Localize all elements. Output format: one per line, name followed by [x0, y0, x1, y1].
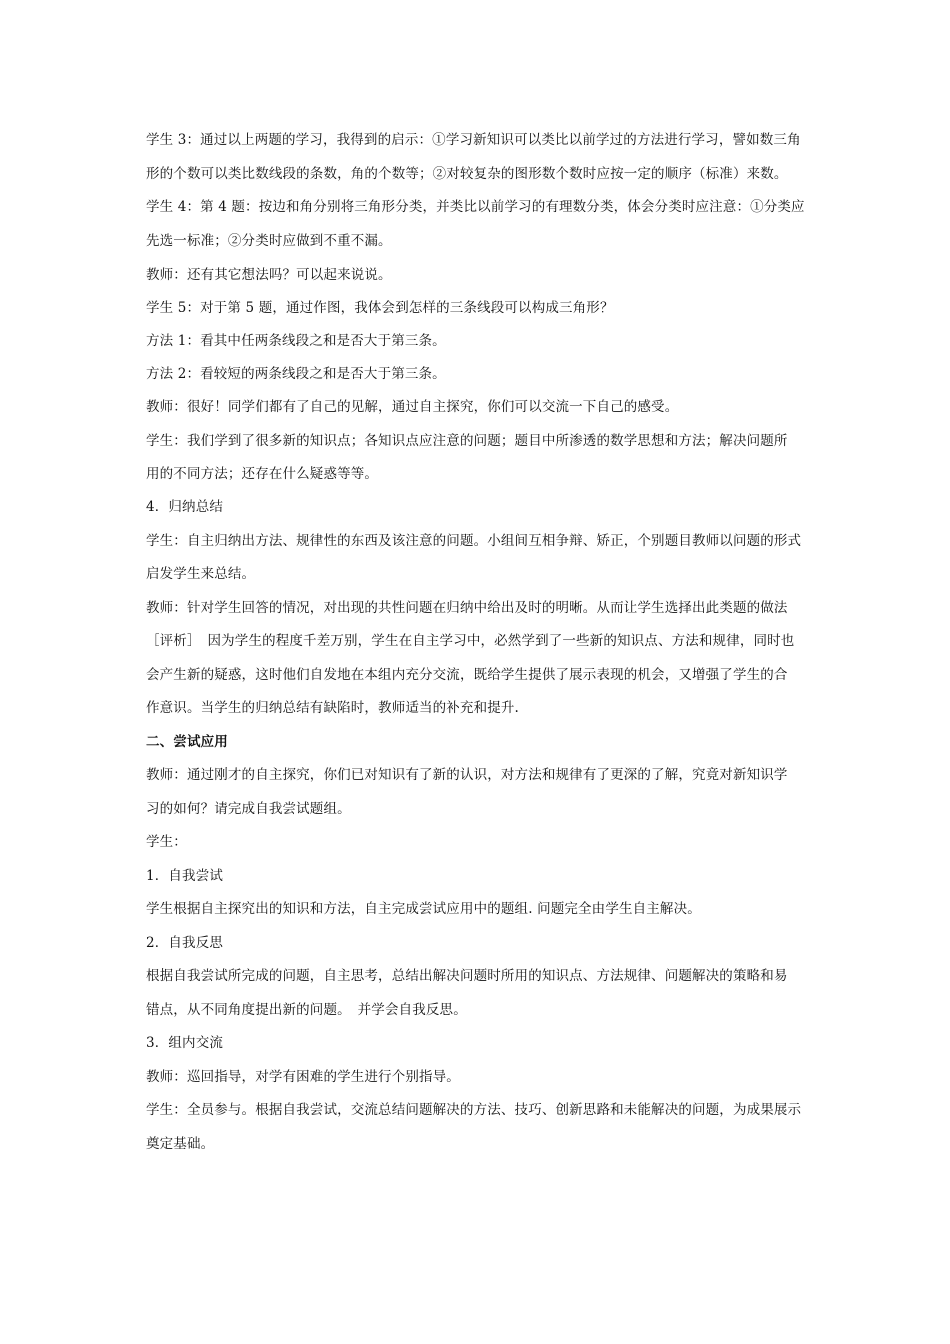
paragraph-line: 根据自我尝试所完成的问题，自主思考，总结出解决问题时所用的知识点、方法规律、问题解决的策略和易 — [146, 968, 788, 984]
paragraph-line: 学生根据自主探究出的知识和方法，自主完成尝试应用中的题组. 问题完全由学生自主解决。 — [146, 901, 701, 917]
paragraph-line: 学生：全员参与。根据自我尝试，交流总结问题解决的方法、技巧、创新思路和未能解决的问题，为成果展示 — [146, 1102, 802, 1118]
paragraph-line: 学生 5：对于第 5 题，通过作图，我体会到怎样的三条线段可以构成三角形？ — [146, 300, 614, 316]
paragraph-line: 方法 2：看较短的两条线段之和是否大于第三条。 — [146, 366, 446, 382]
subsection-heading: 1．自我尝试 — [146, 868, 223, 884]
paragraph-line: 启发学生来总结。 — [146, 566, 256, 582]
paragraph-line: 习的如何？请完成自我尝试题组。 — [146, 801, 351, 817]
paragraph-line: 学生 3：通过以上两题的学习，我得到的启示：①学习新知识可以类比以前学过的方法进行学习，譬如数三角 — [146, 132, 801, 148]
paragraph-line: 会产生新的疑惑，这时他们自发地在本组内充分交流，既给学生提供了展示表现的机会，又增强了学生的合 — [146, 667, 788, 683]
paragraph-line: 奠定基础。 — [146, 1136, 215, 1152]
paragraph-line: 用的不同方法；还存在什么疑惑等等。 — [146, 466, 379, 482]
paragraph-line: 先选一标准；②分类时应做到不重不漏。 — [146, 233, 392, 249]
section-heading: 二、尝试应用 — [146, 734, 228, 750]
paragraph-line: ［评析］ 因为学生的程度千差万别，学生在自主学习中，必然学到了一些新的知识点、方法和规律，同时也 — [146, 633, 795, 649]
subsection-heading: 3．组内交流 — [146, 1035, 223, 1051]
paragraph-line: 教师：通过刚才的自主探究，你们已对知识有了新的认识，对方法和规律有了更深的了解，究竟对新知识学 — [146, 767, 788, 783]
paragraph-line: 教师：针对学生回答的情况，对出现的共性问题在归纳中给出及时的明晰。从而让学生选择出此类题的做法 — [146, 600, 788, 616]
paragraph-line: 形的个数可以类比数线段的条数，角的个数等；②对较复杂的图形数个数时应按一定的顺序（标准）来数。 — [146, 166, 788, 182]
paragraph-line: 方法 1：看其中任两条线段之和是否大于第三条。 — [146, 333, 446, 349]
paragraph-line: 学生： — [146, 834, 187, 850]
paragraph-line: 教师：巡回指导，对学有困难的学生进行个别指导。 — [146, 1069, 460, 1085]
paragraph-line: 错点，从不同角度提出新的问题。 并学会自我反思。 — [146, 1002, 467, 1018]
section-heading: 4．归纳总结 — [146, 499, 223, 515]
paragraph-line: 学生 4：第 4 题：按边和角分别将三角形分类，并类比以前学习的有理数分类，体会分类时应注意：①分类应 — [146, 199, 805, 215]
paragraph-line: 教师：很好！同学们都有了自己的见解，通过自主探究，你们可以交流一下自己的感受。 — [146, 399, 679, 415]
paragraph-line: 作意识。当学生的归纳总结有缺陷时，教师适当的补充和提升. — [146, 700, 519, 716]
paragraph-line: 学生：自主归纳出方法、规律性的东西及该注意的问题。小组间互相争辩、矫正，个别题目教师以问题的形式 — [146, 533, 802, 549]
subsection-heading: 2．自我反思 — [146, 935, 223, 951]
paragraph-line: 学生：我们学到了很多新的知识点；各知识点应注意的问题；题目中所渗透的数学思想和方法；解决问题所 — [146, 433, 788, 449]
paragraph-line: 教师：还有其它想法吗？可以起来说说。 — [146, 267, 392, 283]
